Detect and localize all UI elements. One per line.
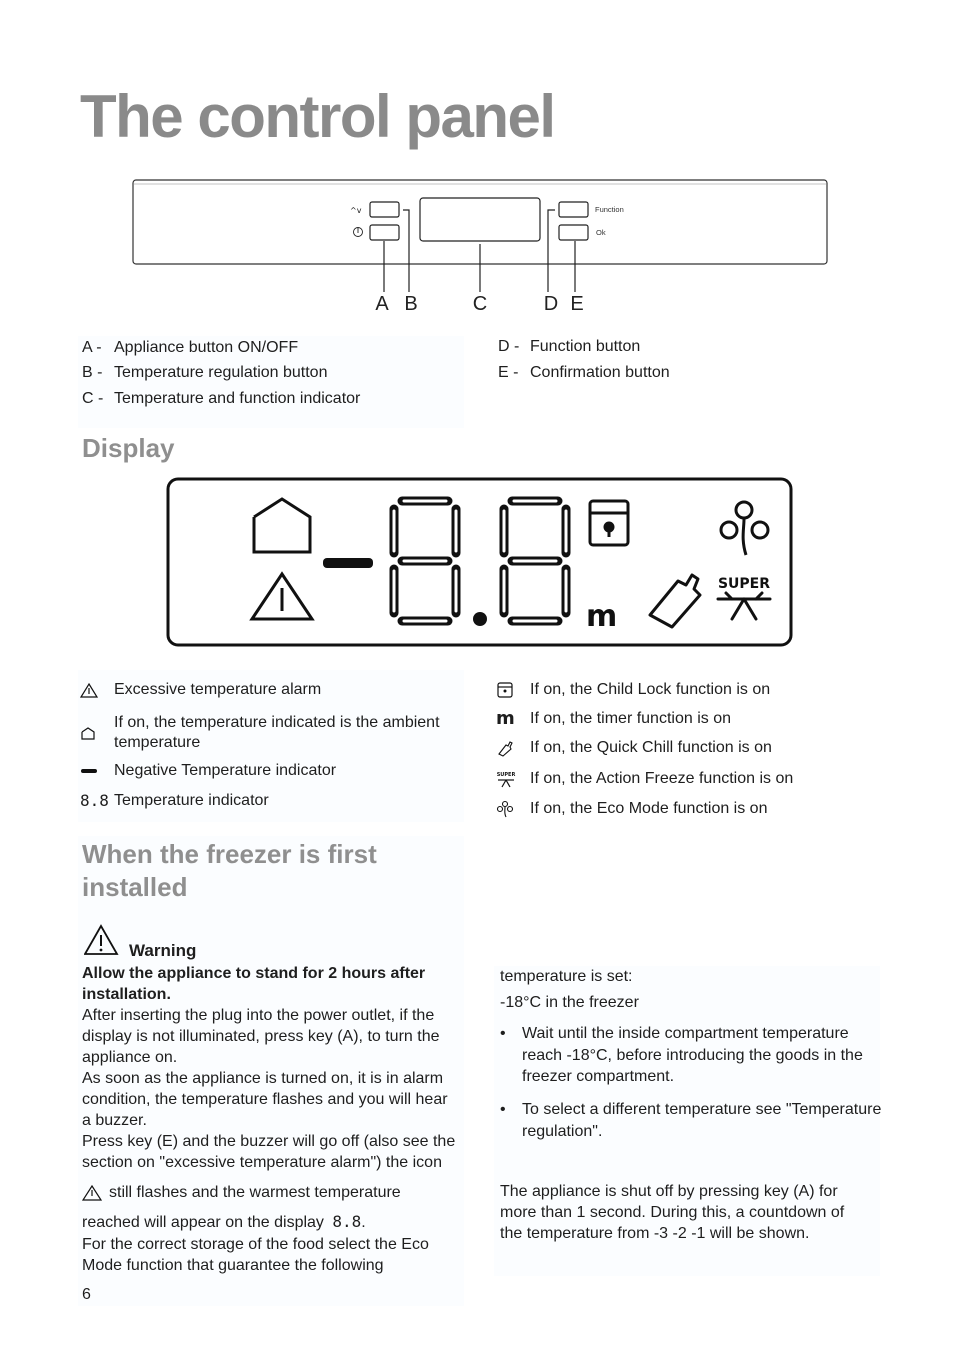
temperature-button[interactable] [370, 202, 399, 217]
timer-letter: m [586, 599, 618, 634]
callout-b: B [404, 293, 418, 315]
temp-set: temperature is set: [500, 968, 633, 985]
up-down-symbol: ^v [350, 206, 362, 215]
warning-triangle-icon [80, 680, 114, 700]
bullet-item: • To select a different temperature see "Temperature regulation". [500, 1101, 882, 1140]
house-icon [80, 723, 114, 743]
bullet-item: • Wait until the inside compartment temperature reach -18°C, before introducing the goods in the freezer compartment. [500, 1025, 863, 1085]
warning-label: Warning [129, 941, 197, 960]
still-flashes-line: still flashes and the warmest temperature [82, 1182, 401, 1203]
callout-c: C [472, 293, 488, 315]
svg-text:SUPER: SUPER [496, 772, 516, 778]
page-title: The control panel [80, 83, 555, 150]
callout-d: D [543, 293, 559, 315]
section-body: Allow the appliance to stand for 2 hours after installation. After inserting the plug into the power outlet, if the display is not illuminated, press key (A), to turn the appliance on. As soon as the appliance is turned on, it is in alarm condition, the temperature flashes and you will hear a buzzer. Press key (E) and the buzzer will go off (also see the section on "excessive temperature alarm") the icon [82, 965, 456, 1171]
icon-legend-left: Excessive temperature alarm If on, the temperature indicated is the ambient temperature Negative Temperature indicator 8.8 Temperature indicator [78, 670, 464, 822]
warning-icon [84, 924, 120, 956]
section-heading: When the freezer is first installed [82, 839, 377, 902]
digits-icon: 8.8 [80, 791, 109, 810]
shutoff-text: The appliance is shut off by pressing key (A) for more than 1 second. During this, a countdown of the temperature from -3 -2 -1 will be shown. [500, 1183, 845, 1242]
legend-left: A - Appliance button ON/OFF B - Temperature regulation button C - Temperature and function indicator [78, 336, 464, 428]
callout-e: E [570, 293, 584, 315]
legend-right: D - Function button E - Confirmation button [498, 338, 670, 381]
display-heading: Display [82, 433, 175, 463]
panel-display [420, 198, 540, 241]
page-number: 6 [82, 1286, 91, 1303]
function-label: Function [595, 205, 624, 214]
lock-icon [496, 680, 530, 700]
control-panel-diagram [130, 178, 830, 318]
minus-bar-icon [80, 761, 114, 781]
warning-triangle-icon [82, 1184, 104, 1202]
timer-m-icon: m [496, 708, 515, 729]
on-off-button[interactable] [370, 225, 399, 240]
eco-icon [496, 799, 530, 819]
freezer-temp: -18°C in the freezer [500, 994, 639, 1011]
reached-line: reached will appear on the display 8.8. [82, 1212, 366, 1231]
tail-lines: For the correct storage of the food select the Eco Mode function that guarantee the following [82, 1236, 429, 1274]
super-freeze-icon [496, 769, 530, 789]
function-button[interactable] [559, 202, 588, 217]
ok-button[interactable] [559, 225, 588, 240]
decimal-point [473, 612, 487, 626]
ok-label: Ok [596, 228, 606, 237]
minus-segment [323, 558, 373, 568]
super-label: SUPER [717, 576, 771, 592]
display-illustration [166, 477, 794, 649]
bottle-icon [496, 738, 530, 758]
icon-legend-right: If on, the Child Lock function is on m If on, the timer function is on If on, the Quick Chill function is on SUPER If on, the Action Freeze function is on If on, the Eco Mode function is on [496, 681, 794, 817]
callout-a: A [375, 293, 389, 315]
digits-icon: 8.8 [332, 1212, 362, 1231]
